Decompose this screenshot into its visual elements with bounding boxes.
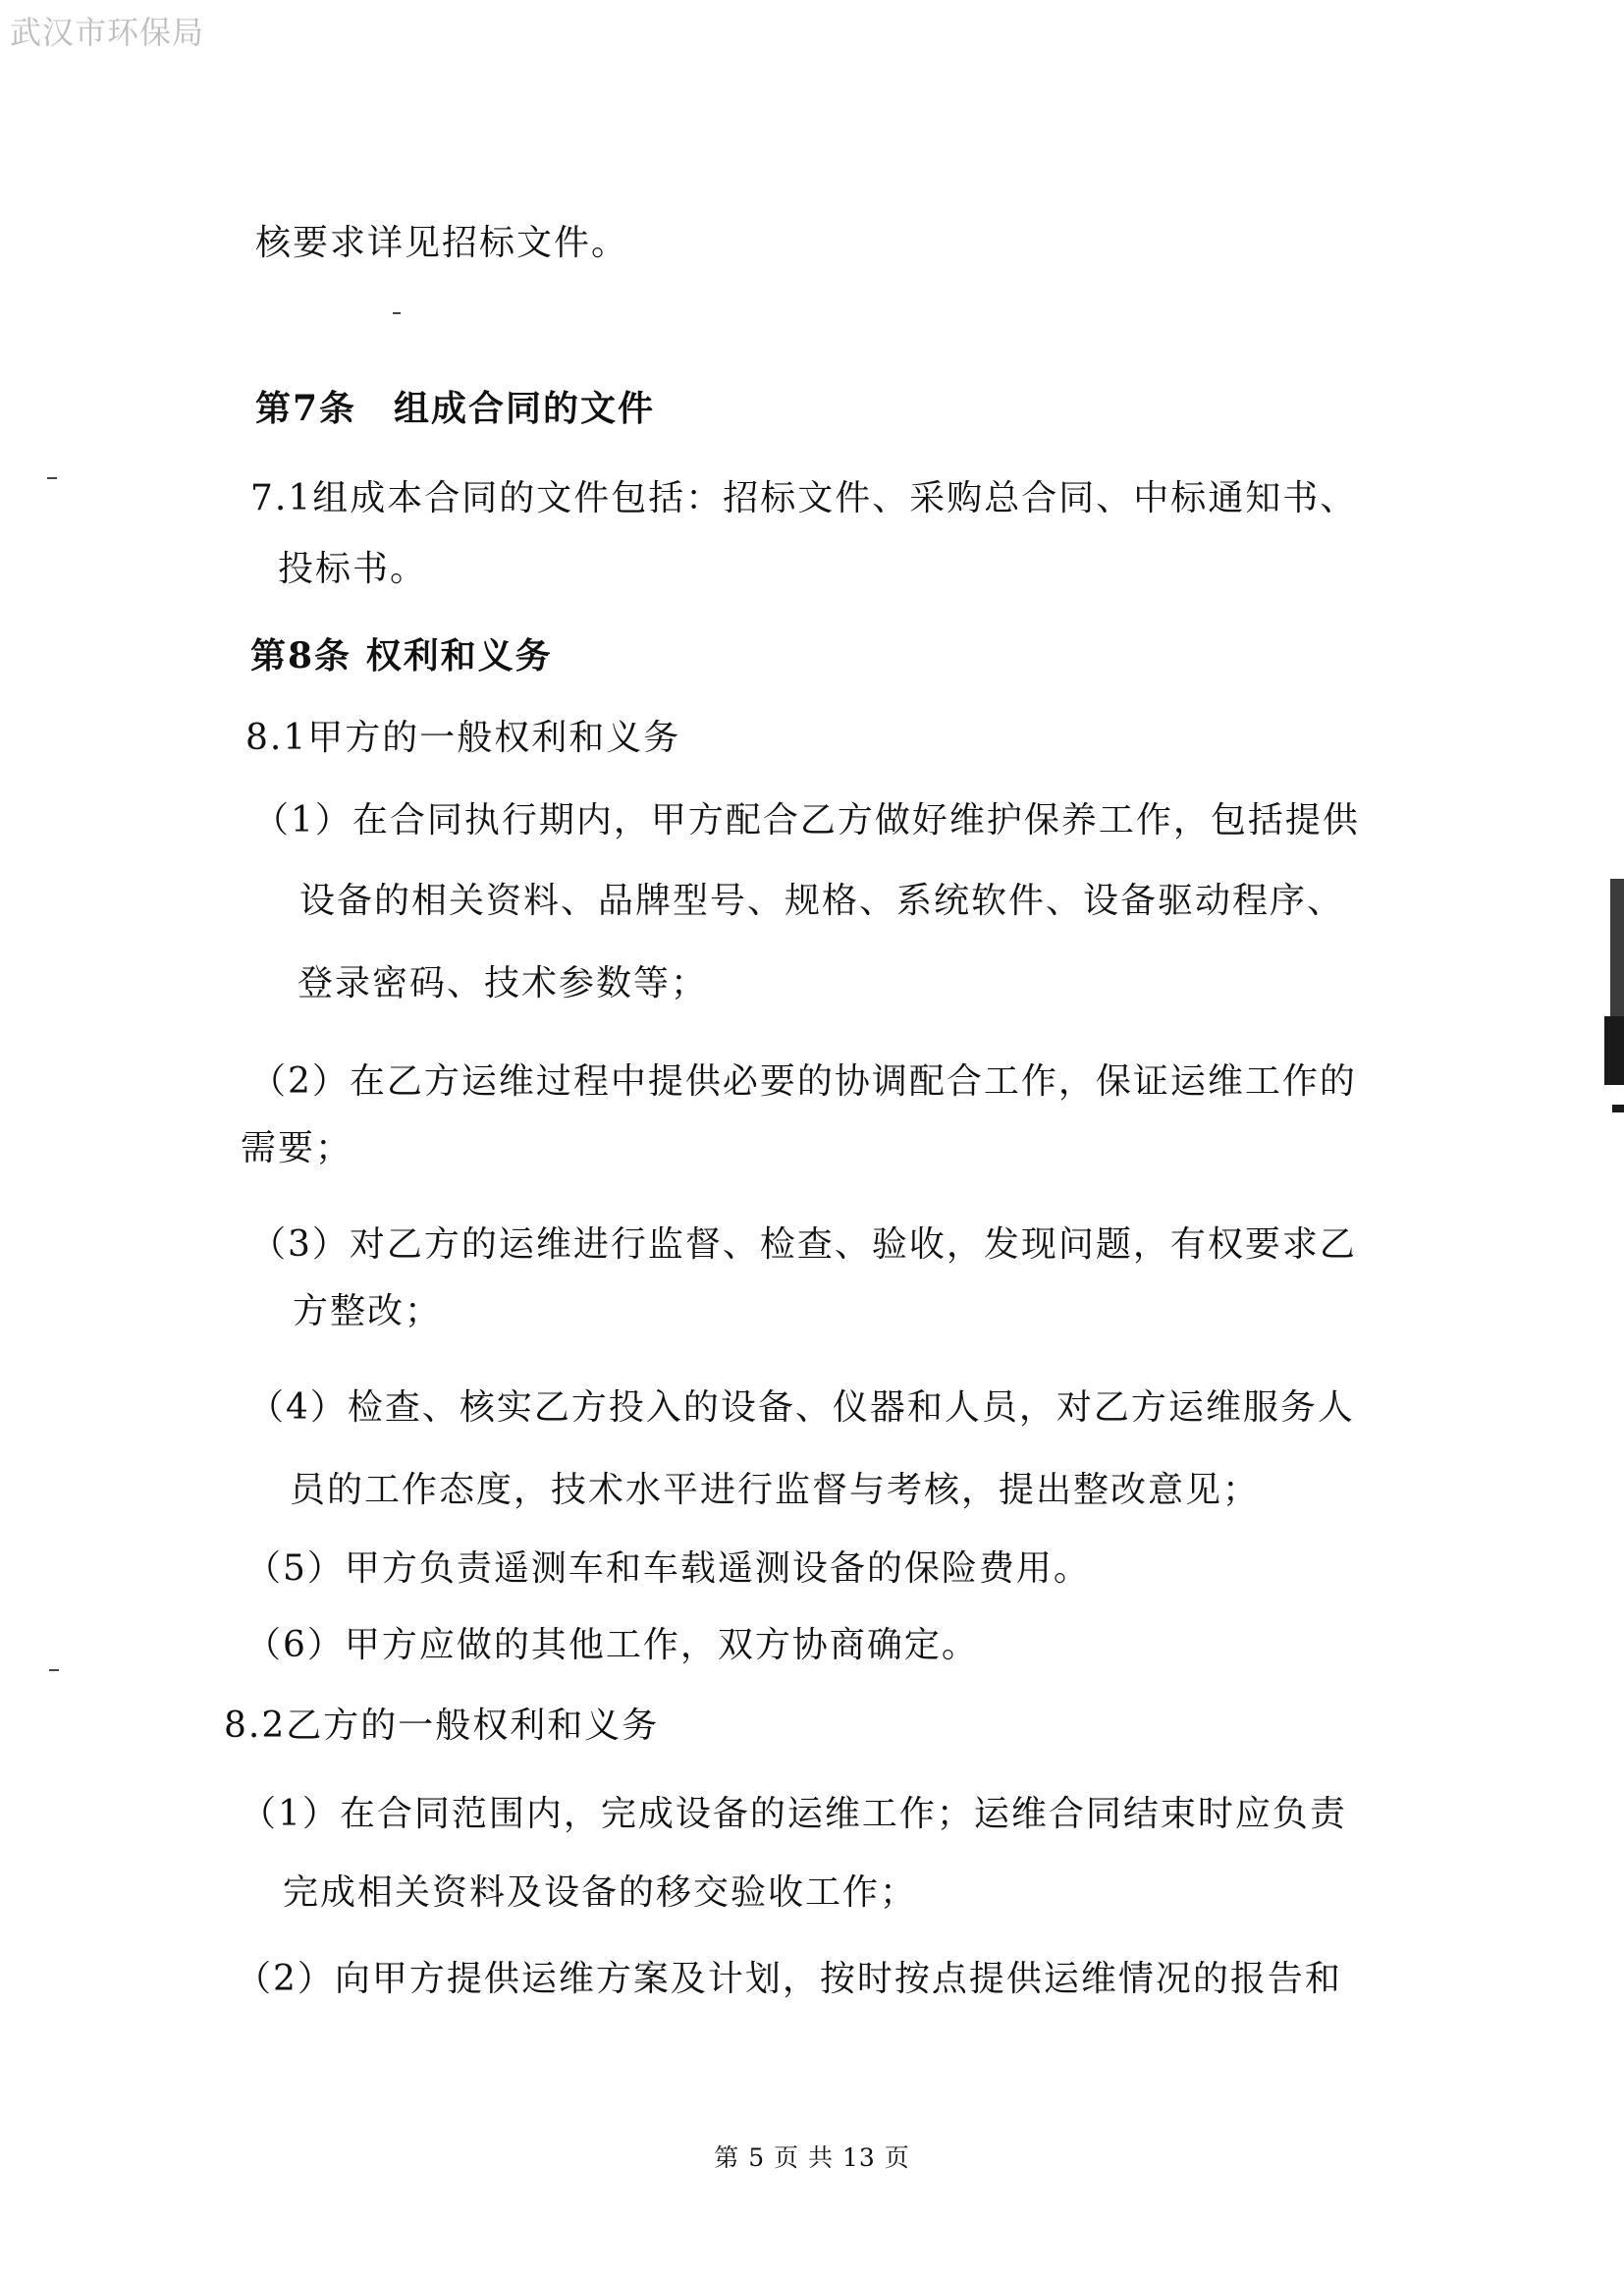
scan-speck bbox=[47, 477, 57, 479]
list-item: （4）检查、核实乙方投入的设备、仪器和人员，对乙方运维服务人 bbox=[248, 1387, 1355, 1428]
list-item: （1）在合同范围内，完成设备的运维工作；运维合同结束时应负责 bbox=[241, 1794, 1347, 1834]
text-line: 设备的相关资料、品牌型号、规格、系统软件、设备驱动程序、 bbox=[299, 881, 1345, 921]
text-line: 完成相关资料及设备的移交验收工作； bbox=[283, 1872, 918, 1913]
text-line: 员的工作态度，技术水平进行监督与考核，提出整改意见； bbox=[290, 1470, 1261, 1510]
list-item: （3）对乙方的运维进行监督、检查、验收，发现问题，有权要求乙 bbox=[250, 1224, 1357, 1265]
scan-edge-mark bbox=[1604, 1016, 1624, 1085]
scan-speck bbox=[393, 312, 401, 314]
scan-edge-mark bbox=[1610, 879, 1624, 1026]
scan-speck bbox=[49, 1669, 59, 1671]
page-footer: 第 5 页 共 13 页 bbox=[714, 2143, 910, 2172]
text-line: 核要求详见招标文件。 bbox=[255, 223, 629, 263]
scan-edge-mark bbox=[1612, 1105, 1624, 1112]
article-7-heading: 第7条 组成合同的文件 bbox=[255, 388, 656, 429]
section-heading: 8.1甲方的一般权利和义务 bbox=[245, 718, 681, 758]
text-line: 方整改； bbox=[293, 1291, 443, 1331]
watermark: 武汉市环保局 bbox=[10, 14, 205, 51]
article-8-heading: 第8条 权利和义务 bbox=[250, 635, 553, 677]
list-item: （1）在合同执行期内，甲方配合乙方做好维护保养工作，包括提供 bbox=[253, 800, 1360, 840]
list-item: （2）向甲方提供运维方案及计划，按时按点提供运维情况的报告和 bbox=[236, 1959, 1342, 1999]
section-heading: 8.2乙方的一般权利和义务 bbox=[224, 1706, 660, 1746]
text-line: 需要； bbox=[241, 1128, 353, 1168]
list-item: （2）在乙方运维过程中提供必要的协调配合工作，保证运维工作的 bbox=[250, 1061, 1357, 1102]
list-item: （6）甲方应做的其他工作，双方协商确定。 bbox=[245, 1625, 979, 1665]
text-line: 7.1组成本合同的文件包括：招标文件、采购总合同、中标通知书、 bbox=[250, 478, 1358, 518]
text-line: 投标书。 bbox=[278, 549, 428, 589]
text-line: 登录密码、技术参数等； bbox=[298, 963, 709, 1003]
list-item: （5）甲方负责遥测车和车载遥测设备的保险费用。 bbox=[245, 1548, 1091, 1589]
